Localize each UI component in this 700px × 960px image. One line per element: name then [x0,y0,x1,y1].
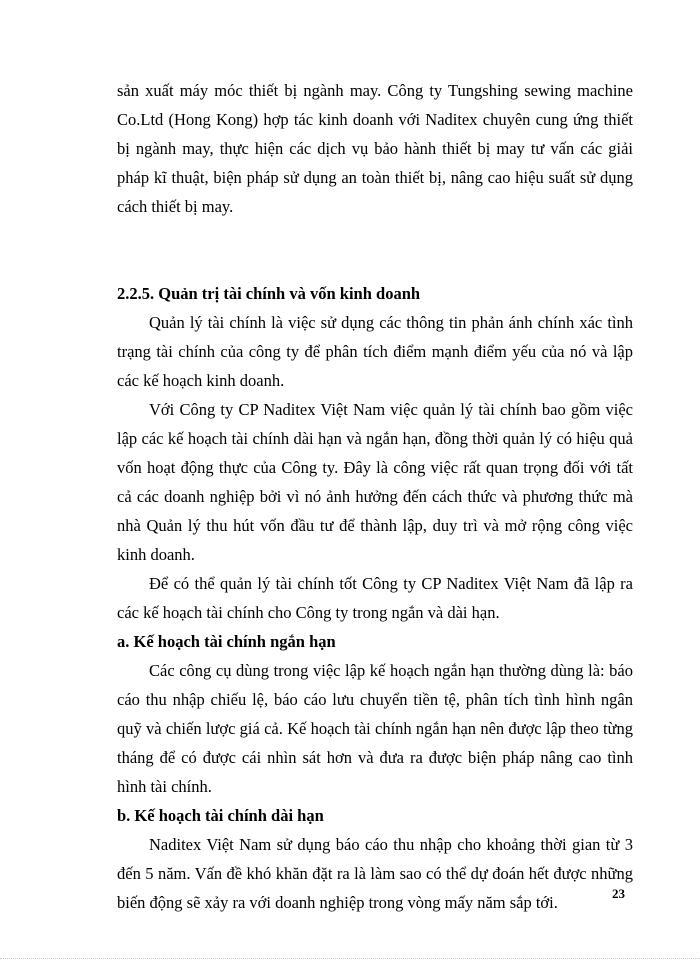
paragraph-financial-management: Quản lý tài chính là việc sử dụng các thông tin phản ánh chính xác tình trạng tài chính của công ty để phân tích điểm mạnh điểm yếu của nó và lập các kế hoạch kinh doanh. [117,313,633,390]
paragraph-short-term: Các công cụ dùng trong việc lập kế hoạch ngắn hạn thường dùng là: báo cáo thu nhập chiếu lệ, báo cáo lưu chuyển tiền tệ, phân tích tình hình ngân quỹ và chiến lược giá cả. Kế hoạch tài chính ngắn hạn nên được lập theo từng tháng để có được cái nhìn sát hơn và đưa ra được biện pháp nâng cao tình hình tài chính. [117,661,633,796]
paragraph-finance-plans: Để có thể quản lý tài chính tốt Công ty CP Naditex Việt Nam đã lập ra các kế hoạch tài chính cho Công ty trong ngắn và dài hạn. [117,574,633,622]
subheading-long-term: b. Kế hoạch tài chính dài hạn [117,806,324,825]
paragraph-long-term: Naditex Việt Nam sử dụng báo cáo thu nhập cho khoảng thời gian từ 3 đến 5 năm. Vấn đề khó khăn đặt ra là làm sao có thể dự đoán hết được những biến động sẽ xảy ra với doanh nghiệp trong vòng mấy năm sắp tới. [117,835,633,912]
page-content [117,76,633,917]
section-spacer [117,221,633,279]
page-number: 23 [612,886,625,901]
intro-paragraph: sản xuất máy móc thiết bị ngành may. Công ty Tungshing sewing machine Co.Ltd (Hong Kong) hợp tác kinh doanh với Naditex chuyên cung ứng thiết bị ngành may, thực hiện các dịch vụ bảo hành thiết bị may tư vấn các giải pháp kĩ thuật, biện pháp sử dụng an toàn thiết bị, nâng cao hiệu suất sử dụng cách thiết bị may. [117,81,633,216]
paragraph-naditex-finance: Với Công ty CP Naditex Việt Nam việc quản lý tài chính bao gồm việc lập các kế hoạch tài chính dài hạn và ngắn hạn, đồng thời quản lý có hiệu quả vốn hoạt động thực của Công ty. Đây là công việc rất quan trọng đối với tất cả các doanh nghiệp bởi vì nó ảnh hưởng đến cách thức và phương thức mà nhà Quản lý thu hút vốn đầu tư để thành lập, duy trì và mở rộng công việc kinh doanh. [117,400,633,564]
subheading-short-term: a. Kế hoạch tài chính ngắn hạn [117,632,336,651]
section-heading: 2.2.5. Quản trị tài chính và vốn kinh doanh [117,284,421,303]
page-bottom-divider [0,958,700,959]
